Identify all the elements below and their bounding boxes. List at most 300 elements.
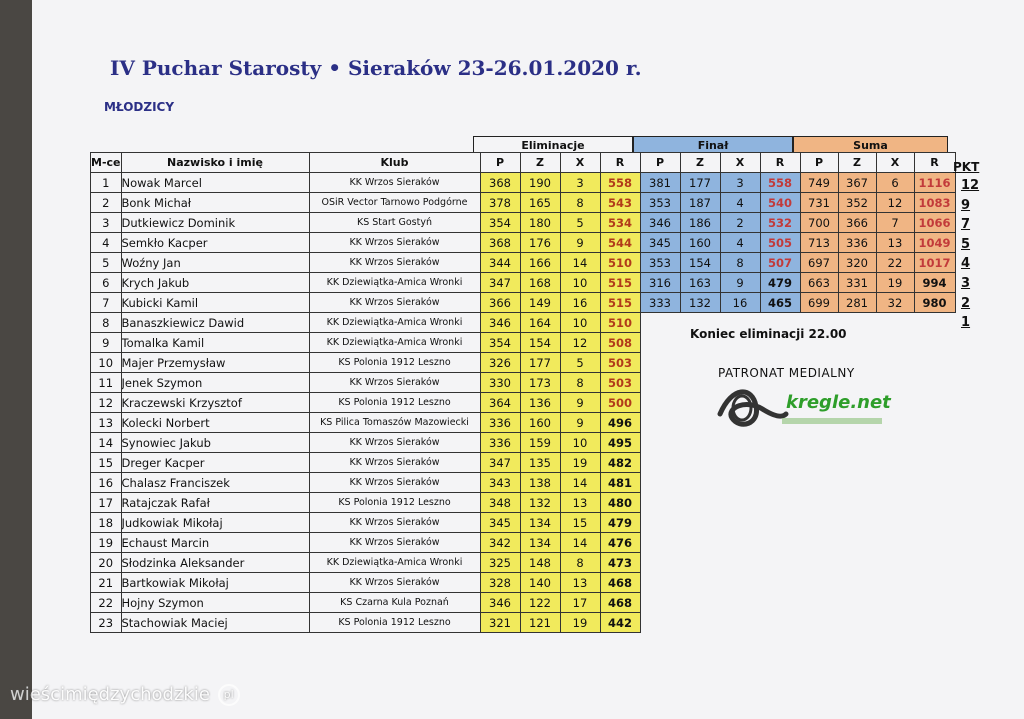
empty-cell xyxy=(914,553,955,573)
empty-cell xyxy=(640,553,680,573)
name-cell: Jenek Szymon xyxy=(121,373,309,393)
name-cell: Bonk Michał xyxy=(121,193,309,213)
place-cell: 19 xyxy=(91,533,122,553)
empty-cell xyxy=(640,613,680,633)
suma-p-cell: 697 xyxy=(800,253,838,273)
elim-x-cell: 13 xyxy=(560,573,600,593)
club-cell: KS Czarna Kula Poznań xyxy=(309,593,480,613)
suma-r-cell: 1116 xyxy=(914,173,955,193)
suma-p-cell: 749 xyxy=(800,173,838,193)
end-note: Koniec eliminacji 22.00 xyxy=(690,327,847,341)
elim-x-cell: 12 xyxy=(560,333,600,353)
empty-cell xyxy=(914,373,955,393)
club-cell: KK Wrzos Sieraków xyxy=(309,173,480,193)
final-z-cell: 177 xyxy=(680,173,720,193)
elim-p-cell: 330 xyxy=(480,373,520,393)
elim-x-cell: 19 xyxy=(560,453,600,473)
final-r-cell: 505 xyxy=(760,233,800,253)
pkt-value: 1 xyxy=(961,315,971,331)
final-z-cell: 132 xyxy=(680,293,720,313)
table-row xyxy=(91,433,956,453)
place-cell: 6 xyxy=(91,273,122,293)
page-title: IV Puchar Starosty • Sieraków 23-26.01.2020 r. xyxy=(110,56,642,80)
elim-p-cell: 366 xyxy=(480,293,520,313)
suma-x-cell: 6 xyxy=(876,173,914,193)
empty-cell xyxy=(914,333,955,353)
final-x-cell: 8 xyxy=(720,253,760,273)
elim-x-cell: 8 xyxy=(560,193,600,213)
table-row xyxy=(91,613,956,633)
place-cell: 1 xyxy=(91,173,122,193)
final-r-cell: 558 xyxy=(760,173,800,193)
elim-x-cell: 3 xyxy=(560,173,600,193)
empty-cell xyxy=(876,573,914,593)
pkt-value: 9 xyxy=(961,197,971,213)
empty-cell xyxy=(680,353,720,373)
suma-r-cell: 994 xyxy=(914,273,955,293)
empty-cell xyxy=(640,433,680,453)
elim-p-cell: 328 xyxy=(480,573,520,593)
final-x-cell: 4 xyxy=(720,233,760,253)
patronat-label: PATRONAT MEDIALNY xyxy=(718,366,855,380)
empty-cell xyxy=(760,553,800,573)
place-cell: 12 xyxy=(91,393,122,413)
club-cell: KK Wrzos Sieraków xyxy=(309,233,480,253)
table-row xyxy=(91,473,956,493)
col-header-suma-p: P xyxy=(800,153,838,173)
final-z-cell: 163 xyxy=(680,273,720,293)
table-row xyxy=(91,513,956,533)
club-cell: KK Wrzos Sieraków xyxy=(309,373,480,393)
suma-p-cell: 731 xyxy=(800,193,838,213)
suma-r-cell: 1017 xyxy=(914,253,955,273)
final-z-cell: 186 xyxy=(680,213,720,233)
place-cell: 17 xyxy=(91,493,122,513)
col-header-place: M-ce xyxy=(91,153,122,173)
elim-r-cell: 503 xyxy=(600,373,640,393)
empty-cell xyxy=(800,453,838,473)
elim-r-cell: 544 xyxy=(600,233,640,253)
final-x-cell: 4 xyxy=(720,193,760,213)
empty-cell xyxy=(760,433,800,453)
place-cell: 11 xyxy=(91,373,122,393)
place-cell: 14 xyxy=(91,433,122,453)
elim-x-cell: 10 xyxy=(560,313,600,333)
place-cell: 5 xyxy=(91,253,122,273)
elim-r-cell: 558 xyxy=(600,173,640,193)
empty-cell xyxy=(800,593,838,613)
elim-p-cell: 346 xyxy=(480,593,520,613)
elim-z-cell: 135 xyxy=(520,453,560,473)
col-header-final-p: P xyxy=(640,153,680,173)
empty-cell xyxy=(640,593,680,613)
empty-cell xyxy=(680,553,720,573)
final-x-cell: 2 xyxy=(720,213,760,233)
place-cell: 2 xyxy=(91,193,122,213)
elim-r-cell: 508 xyxy=(600,333,640,353)
final-x-cell: 3 xyxy=(720,173,760,193)
place-cell: 10 xyxy=(91,353,122,373)
elim-x-cell: 16 xyxy=(560,293,600,313)
final-r-cell: 532 xyxy=(760,213,800,233)
empty-cell xyxy=(640,493,680,513)
empty-cell xyxy=(760,593,800,613)
empty-cell xyxy=(640,573,680,593)
final-p-cell: 345 xyxy=(640,233,680,253)
name-cell: Judkowiak Mikołaj xyxy=(121,513,309,533)
elim-z-cell: 134 xyxy=(520,533,560,553)
empty-cell xyxy=(914,473,955,493)
empty-cell xyxy=(760,493,800,513)
watermark-text: wieścimiędzychodzkie xyxy=(10,684,210,705)
empty-cell xyxy=(640,353,680,373)
final-r-cell: 465 xyxy=(760,293,800,313)
empty-cell xyxy=(914,593,955,613)
final-r-cell: 540 xyxy=(760,193,800,213)
elim-x-cell: 5 xyxy=(560,353,600,373)
club-cell: KK Wrzos Sieraków xyxy=(309,473,480,493)
final-x-cell: 16 xyxy=(720,293,760,313)
elim-p-cell: 364 xyxy=(480,393,520,413)
final-z-cell: 187 xyxy=(680,193,720,213)
table-row xyxy=(91,253,956,273)
col-header-suma-z: Z xyxy=(838,153,876,173)
empty-cell xyxy=(914,453,955,473)
elim-z-cell: 165 xyxy=(520,193,560,213)
pkt-value: 4 xyxy=(961,256,971,272)
elim-x-cell: 10 xyxy=(560,433,600,453)
empty-cell xyxy=(760,453,800,473)
final-p-cell: 381 xyxy=(640,173,680,193)
col-header-final-x: X xyxy=(720,153,760,173)
elim-x-cell: 14 xyxy=(560,253,600,273)
empty-cell xyxy=(720,473,760,493)
empty-cell xyxy=(680,433,720,453)
empty-cell xyxy=(720,493,760,513)
elim-z-cell: 180 xyxy=(520,213,560,233)
elim-x-cell: 13 xyxy=(560,493,600,513)
col-header-name: Nazwisko i imię xyxy=(121,153,309,173)
place-cell: 8 xyxy=(91,313,122,333)
club-cell: KK Wrzos Sieraków xyxy=(309,533,480,553)
elim-r-cell: 482 xyxy=(600,453,640,473)
elim-r-cell: 503 xyxy=(600,353,640,373)
elim-z-cell: 160 xyxy=(520,413,560,433)
elim-x-cell: 5 xyxy=(560,213,600,233)
final-r-cell: 507 xyxy=(760,253,800,273)
name-cell: Echaust Marcin xyxy=(121,533,309,553)
elim-p-cell: 336 xyxy=(480,413,520,433)
empty-cell xyxy=(720,433,760,453)
name-cell: Banaszkiewicz Dawid xyxy=(121,313,309,333)
empty-cell xyxy=(800,553,838,573)
elim-z-cell: 132 xyxy=(520,493,560,513)
empty-cell xyxy=(720,573,760,593)
elim-x-cell: 10 xyxy=(560,273,600,293)
elim-x-cell: 19 xyxy=(560,613,600,633)
empty-cell xyxy=(914,353,955,373)
pkt-value: 5 xyxy=(961,236,971,252)
elim-x-cell: 9 xyxy=(560,393,600,413)
name-cell: Hojny Szymon xyxy=(121,593,309,613)
elim-p-cell: 325 xyxy=(480,553,520,573)
suma-z-cell: 336 xyxy=(838,233,876,253)
empty-cell xyxy=(914,493,955,513)
club-cell: KK Wrzos Sieraków xyxy=(309,453,480,473)
pkt-value: 2 xyxy=(961,295,971,311)
table-row xyxy=(91,193,956,213)
col-header-elim-z: Z xyxy=(520,153,560,173)
name-cell: Dutkiewicz Dominik xyxy=(121,213,309,233)
empty-cell xyxy=(876,433,914,453)
elim-r-cell: 515 xyxy=(600,293,640,313)
elim-z-cell: 122 xyxy=(520,593,560,613)
suma-z-cell: 331 xyxy=(838,273,876,293)
suma-p-cell: 663 xyxy=(800,273,838,293)
suma-x-cell: 7 xyxy=(876,213,914,233)
empty-cell xyxy=(760,473,800,493)
elim-z-cell: 138 xyxy=(520,473,560,493)
club-cell: KS Polonia 1912 Leszno xyxy=(309,493,480,513)
elim-p-cell: 346 xyxy=(480,313,520,333)
elim-z-cell: 176 xyxy=(520,233,560,253)
name-cell: Nowak Marcel xyxy=(121,173,309,193)
elim-z-cell: 136 xyxy=(520,393,560,413)
place-cell: 20 xyxy=(91,553,122,573)
name-cell: Woźny Jan xyxy=(121,253,309,273)
elim-z-cell: 173 xyxy=(520,373,560,393)
club-cell: KK Wrzos Sieraków xyxy=(309,573,480,593)
empty-cell xyxy=(720,593,760,613)
final-x-cell: 9 xyxy=(720,273,760,293)
table-row xyxy=(91,593,956,613)
elim-z-cell: 154 xyxy=(520,333,560,353)
suma-p-cell: 699 xyxy=(800,293,838,313)
logo-text: kregle.net xyxy=(786,392,891,413)
club-cell: KK Wrzos Sieraków xyxy=(309,293,480,313)
empty-cell xyxy=(914,413,955,433)
final-p-cell: 353 xyxy=(640,193,680,213)
group-header-suma: Suma xyxy=(793,136,948,154)
suma-x-cell: 19 xyxy=(876,273,914,293)
empty-cell xyxy=(838,493,876,513)
place-cell: 23 xyxy=(91,613,122,633)
elim-r-cell: 479 xyxy=(600,513,640,533)
empty-cell xyxy=(640,473,680,493)
empty-cell xyxy=(838,513,876,533)
elim-x-cell: 8 xyxy=(560,553,600,573)
empty-cell xyxy=(838,593,876,613)
elim-r-cell: 510 xyxy=(600,313,640,333)
elim-z-cell: 121 xyxy=(520,613,560,633)
suma-z-cell: 367 xyxy=(838,173,876,193)
empty-cell xyxy=(914,573,955,593)
club-cell: KS Polonia 1912 Leszno xyxy=(309,353,480,373)
table-header-row xyxy=(91,153,956,173)
empty-cell xyxy=(640,393,680,413)
category-label: MŁODZICY xyxy=(104,100,175,114)
elim-p-cell: 321 xyxy=(480,613,520,633)
place-cell: 15 xyxy=(91,453,122,473)
empty-cell xyxy=(680,473,720,493)
name-cell: Synowiec Jakub xyxy=(121,433,309,453)
elim-z-cell: 159 xyxy=(520,433,560,453)
elim-z-cell: 140 xyxy=(520,573,560,593)
empty-cell xyxy=(876,473,914,493)
empty-cell xyxy=(914,513,955,533)
suma-p-cell: 700 xyxy=(800,213,838,233)
elim-r-cell: 468 xyxy=(600,573,640,593)
elim-r-cell: 473 xyxy=(600,553,640,573)
col-header-final-r: R xyxy=(760,153,800,173)
watermark xyxy=(10,684,240,706)
club-cell: KK Dziewiątka-Amica Wronki xyxy=(309,333,480,353)
name-cell: Kraczewski Krzysztof xyxy=(121,393,309,413)
elim-r-cell: 496 xyxy=(600,413,640,433)
elim-r-cell: 468 xyxy=(600,593,640,613)
empty-cell xyxy=(680,533,720,553)
elim-p-cell: 378 xyxy=(480,193,520,213)
elim-p-cell: 345 xyxy=(480,513,520,533)
suma-r-cell: 1083 xyxy=(914,193,955,213)
empty-cell xyxy=(640,413,680,433)
final-z-cell: 160 xyxy=(680,233,720,253)
place-cell: 16 xyxy=(91,473,122,493)
elim-p-cell: 354 xyxy=(480,333,520,353)
empty-cell xyxy=(838,573,876,593)
empty-cell xyxy=(876,613,914,633)
elim-z-cell: 149 xyxy=(520,293,560,313)
place-cell: 4 xyxy=(91,233,122,253)
name-cell: Stachowiak Maciej xyxy=(121,613,309,633)
name-cell: Majer Przemysław xyxy=(121,353,309,373)
elim-r-cell: 442 xyxy=(600,613,640,633)
pkt-value: 7 xyxy=(961,217,971,233)
elim-p-cell: 344 xyxy=(480,253,520,273)
final-p-cell: 353 xyxy=(640,253,680,273)
empty-cell xyxy=(680,613,720,633)
place-cell: 21 xyxy=(91,573,122,593)
empty-cell xyxy=(800,493,838,513)
elim-p-cell: 354 xyxy=(480,213,520,233)
table-row xyxy=(91,553,956,573)
club-cell: KK Dziewiątka-Amica Wronki xyxy=(309,273,480,293)
empty-cell xyxy=(640,333,680,353)
col-header-suma-x: X xyxy=(876,153,914,173)
empty-cell xyxy=(760,573,800,593)
elim-z-cell: 190 xyxy=(520,173,560,193)
elim-p-cell: 342 xyxy=(480,533,520,553)
elim-p-cell: 347 xyxy=(480,453,520,473)
empty-cell xyxy=(800,513,838,533)
elim-x-cell: 14 xyxy=(560,533,600,553)
empty-cell xyxy=(680,493,720,513)
club-cell: KS Start Gostyń xyxy=(309,213,480,233)
club-cell: KK Wrzos Sieraków xyxy=(309,513,480,533)
name-cell: Krych Jakub xyxy=(121,273,309,293)
place-cell: 22 xyxy=(91,593,122,613)
empty-cell xyxy=(800,573,838,593)
empty-cell xyxy=(800,433,838,453)
elim-r-cell: 534 xyxy=(600,213,640,233)
empty-cell xyxy=(876,553,914,573)
club-cell: KK Wrzos Sieraków xyxy=(309,433,480,453)
elim-z-cell: 134 xyxy=(520,513,560,533)
empty-cell xyxy=(720,513,760,533)
empty-cell xyxy=(838,433,876,453)
empty-cell xyxy=(720,553,760,573)
empty-cell xyxy=(800,533,838,553)
elim-r-cell: 481 xyxy=(600,473,640,493)
elim-r-cell: 476 xyxy=(600,533,640,553)
empty-cell xyxy=(760,513,800,533)
place-cell: 3 xyxy=(91,213,122,233)
elim-p-cell: 343 xyxy=(480,473,520,493)
empty-cell xyxy=(640,373,680,393)
name-cell: Tomalka Kamil xyxy=(121,333,309,353)
elim-p-cell: 348 xyxy=(480,493,520,513)
club-cell: KS Polonia 1912 Leszno xyxy=(309,393,480,413)
suma-r-cell: 980 xyxy=(914,293,955,313)
empty-cell xyxy=(760,613,800,633)
empty-cell xyxy=(680,593,720,613)
suma-z-cell: 320 xyxy=(838,253,876,273)
final-r-cell: 479 xyxy=(760,273,800,293)
elim-z-cell: 177 xyxy=(520,353,560,373)
col-header-club: Klub xyxy=(309,153,480,173)
suma-r-cell: 1066 xyxy=(914,213,955,233)
empty-cell xyxy=(720,613,760,633)
empty-cell xyxy=(876,533,914,553)
table-row xyxy=(91,533,956,553)
suma-z-cell: 366 xyxy=(838,213,876,233)
club-cell: KK Dziewiątka-Amica Wronki xyxy=(309,553,480,573)
elim-z-cell: 168 xyxy=(520,273,560,293)
elim-z-cell: 164 xyxy=(520,313,560,333)
table-row xyxy=(91,493,956,513)
empty-cell xyxy=(680,513,720,533)
final-p-cell: 316 xyxy=(640,273,680,293)
final-p-cell: 346 xyxy=(640,213,680,233)
elim-p-cell: 368 xyxy=(480,173,520,193)
elim-p-cell: 347 xyxy=(480,273,520,293)
suma-z-cell: 281 xyxy=(838,293,876,313)
empty-cell xyxy=(838,533,876,553)
empty-cell xyxy=(838,553,876,573)
table-row xyxy=(91,273,956,293)
watermark-badge: pl xyxy=(218,684,240,706)
empty-cell xyxy=(914,533,955,553)
suma-x-cell: 32 xyxy=(876,293,914,313)
empty-cell xyxy=(720,453,760,473)
empty-cell xyxy=(876,453,914,473)
suma-x-cell: 12 xyxy=(876,193,914,213)
group-header-eliminacje: Eliminacje xyxy=(473,136,633,154)
elim-r-cell: 515 xyxy=(600,273,640,293)
suma-x-cell: 22 xyxy=(876,253,914,273)
empty-cell xyxy=(914,613,955,633)
elim-z-cell: 166 xyxy=(520,253,560,273)
place-cell: 13 xyxy=(91,413,122,433)
empty-cell xyxy=(876,493,914,513)
club-cell: OSiR Vector Tarnowo Podgórne xyxy=(309,193,480,213)
elim-r-cell: 510 xyxy=(600,253,640,273)
suma-x-cell: 13 xyxy=(876,233,914,253)
elim-r-cell: 543 xyxy=(600,193,640,213)
name-cell: Słodzinka Aleksander xyxy=(121,553,309,573)
club-cell: KS Polonia 1912 Leszno xyxy=(309,613,480,633)
col-header-elim-r: R xyxy=(600,153,640,173)
